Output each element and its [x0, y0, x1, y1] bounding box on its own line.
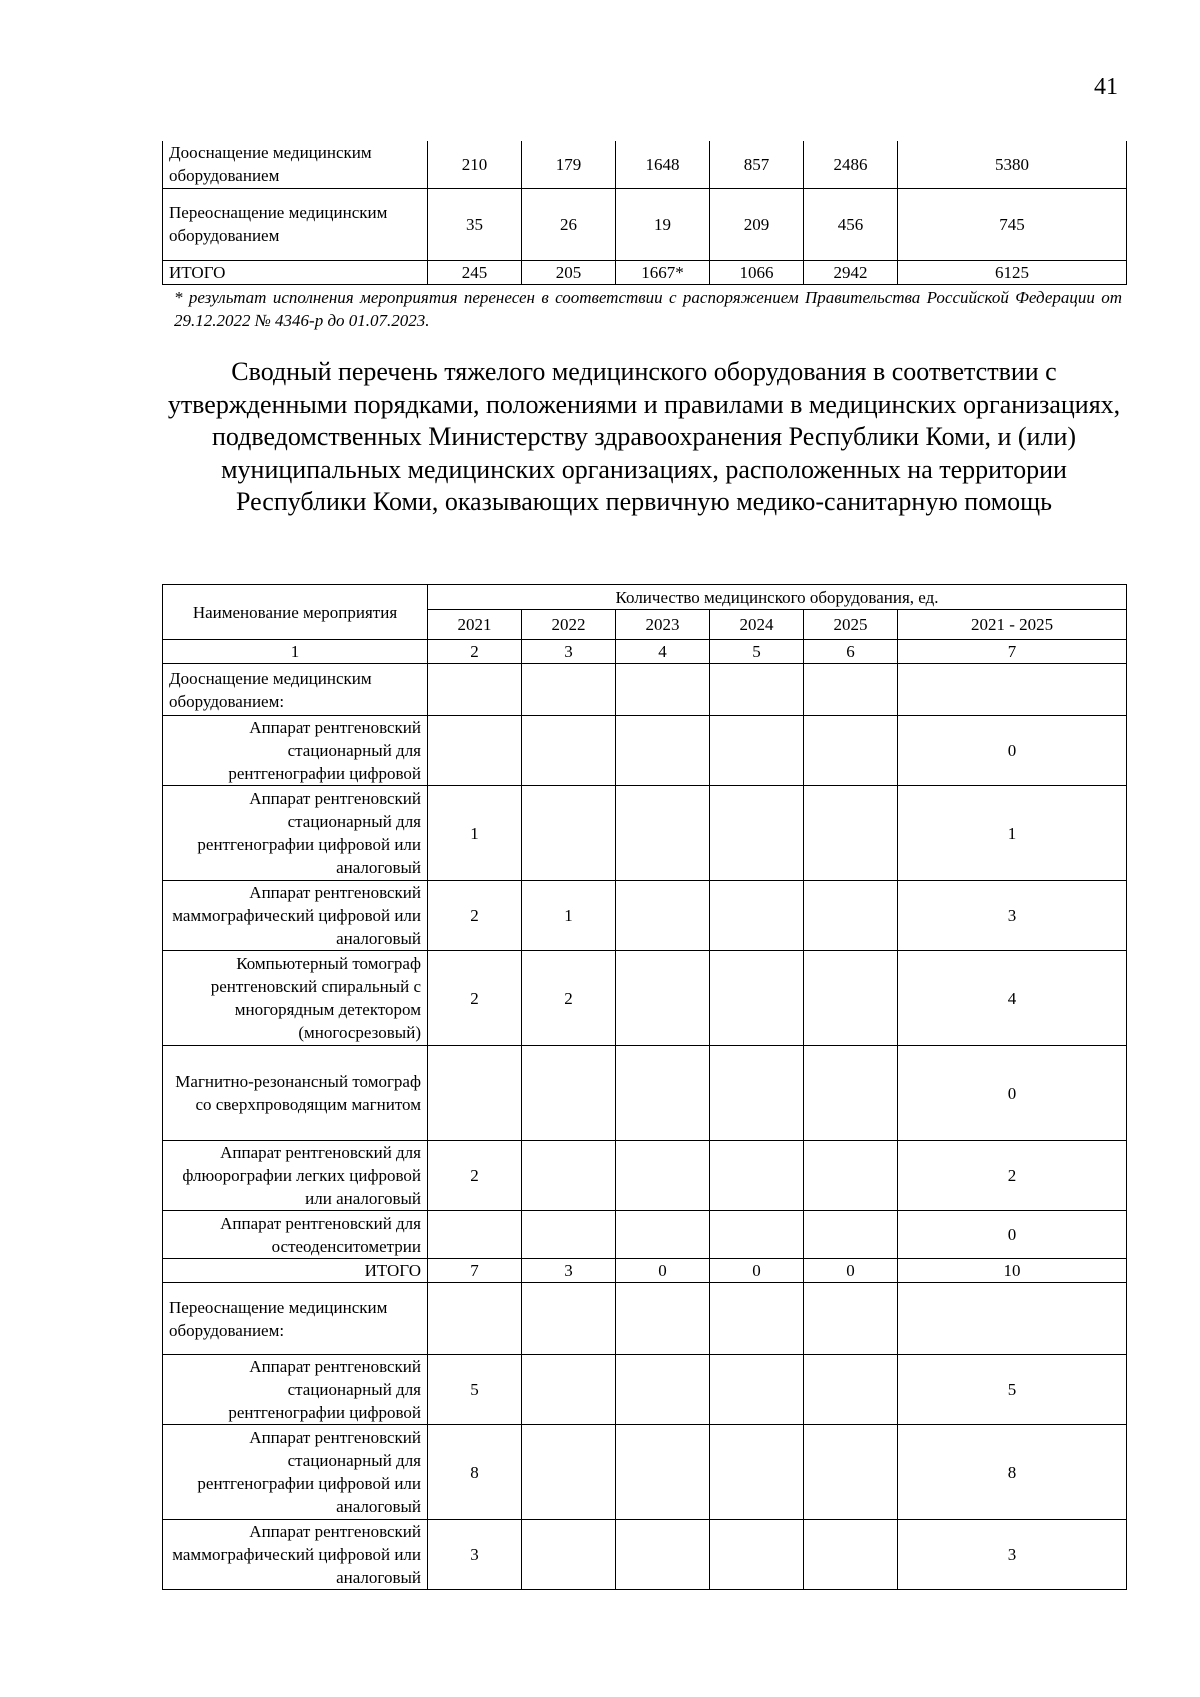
table-row: [163, 1141, 1127, 1211]
cell-2023: 19: [616, 188, 710, 260]
row-name: Дооснащение медицинским оборудованием: [163, 141, 428, 188]
cell-2025: [804, 1283, 898, 1355]
cell-2024: [710, 1520, 804, 1590]
cell-2022: [522, 1283, 616, 1355]
cell-2025: [804, 786, 898, 881]
cell-2023: 0: [616, 1259, 710, 1283]
table-row: [163, 1520, 1127, 1590]
footnote: * результат исполнения мероприятия перенесен в соответствии с распоряжением Правительства Российской Федерации от 29.12.2022 № 4346-р до 01.07.2023.: [174, 288, 1122, 330]
table-row: [163, 141, 1127, 188]
cell-2021: [428, 1283, 522, 1355]
table-row: [163, 1211, 1127, 1259]
cell-2025: [804, 1046, 898, 1141]
cell-2022: 205: [522, 260, 616, 284]
column-number: 7: [898, 640, 1127, 664]
table-row: [163, 716, 1127, 786]
cell-total: 10: [898, 1259, 1127, 1283]
cell-total: 3: [898, 881, 1127, 951]
cell-2023: [616, 716, 710, 786]
row-name: Дооснащение медицинским оборудованием:: [163, 664, 428, 716]
cell-total: 5: [898, 1355, 1127, 1425]
cell-2021: 2: [428, 881, 522, 951]
cell-2025: [804, 1211, 898, 1259]
row-name: Компьютерный томограф рентгеновский спиральный с многорядным детектором (многосрезовый): [163, 951, 428, 1046]
cell-2024: [710, 1211, 804, 1259]
table-row: [163, 188, 1127, 260]
cell-total: 8: [898, 1425, 1127, 1520]
cell-2024: [710, 1141, 804, 1211]
cell-2025: [804, 1141, 898, 1211]
row-name: Аппарат рентгеновский маммографический цифровой или аналоговый: [163, 1520, 428, 1590]
cell-2023: [616, 1046, 710, 1141]
cell-2025: [804, 1520, 898, 1590]
cell-2024: [710, 1283, 804, 1355]
cell-2024: [710, 716, 804, 786]
cell-2022: [522, 1425, 616, 1520]
cell-total: 4: [898, 951, 1127, 1046]
cell-2021: 2: [428, 1141, 522, 1211]
cell-2022: 3: [522, 1259, 616, 1283]
cell-2023: [616, 1141, 710, 1211]
column-number: 3: [522, 640, 616, 664]
cell-2021: 35: [428, 188, 522, 260]
row-name: Аппарат рентгеновский стационарный для рентгенографии цифровой или аналоговый: [163, 786, 428, 881]
cell-2023: [616, 786, 710, 881]
table-row: [163, 1425, 1127, 1520]
continued-summary-table: [162, 141, 1127, 285]
cell-2022: [522, 786, 616, 881]
cell-2024: 209: [710, 188, 804, 260]
cell-total: 3: [898, 1520, 1127, 1590]
cell-2024: [710, 786, 804, 881]
section-row: [163, 664, 1127, 716]
cell-2025: [804, 881, 898, 951]
cell-2023: [616, 1520, 710, 1590]
row-name: Переоснащение медицинским оборудованием: [163, 188, 428, 260]
cell-2025: 456: [804, 188, 898, 260]
cell-2021: [428, 1211, 522, 1259]
cell-2024: 1066: [710, 260, 804, 284]
cell-total: 1: [898, 786, 1127, 881]
cell-2022: [522, 664, 616, 716]
cell-2023: [616, 951, 710, 1046]
row-name: Аппарат рентгеновский стационарный для рентгенографии цифровой: [163, 716, 428, 786]
cell-2024: [710, 951, 804, 1046]
cell-2022: [522, 716, 616, 786]
table-row: [163, 1355, 1127, 1425]
row-name: Магнитно-резонансный томограф со сверхпроводящим магнитом: [163, 1046, 428, 1141]
cell-2023: 1648: [616, 141, 710, 188]
cell-total: 2: [898, 1141, 1127, 1211]
row-name: Аппарат рентгеновский для флюорографии легких цифровой или аналоговый: [163, 1141, 428, 1211]
cell-2025: [804, 664, 898, 716]
cell-2022: [522, 1355, 616, 1425]
total-row: [163, 1259, 1127, 1283]
cell-2021: [428, 716, 522, 786]
cell-total: 0: [898, 716, 1127, 786]
cell-2022: 2: [522, 951, 616, 1046]
cell-2024: 857: [710, 141, 804, 188]
cell-2023: [616, 1355, 710, 1425]
cell-2024: [710, 1355, 804, 1425]
cell-2024: 0: [710, 1259, 804, 1283]
cell-2021: 7: [428, 1259, 522, 1283]
page-number: 41: [1094, 74, 1118, 100]
cell-total: [898, 1283, 1127, 1355]
cell-2021: 210: [428, 141, 522, 188]
column-number: 5: [710, 640, 804, 664]
cell-2021: 1: [428, 786, 522, 881]
header-year: 2025: [804, 610, 898, 640]
row-name: Аппарат рентгеновский маммографический цифровой или аналоговый: [163, 881, 428, 951]
header-year: 2024: [710, 610, 804, 640]
cell-2022: [522, 1046, 616, 1141]
table-row: [163, 260, 1127, 284]
cell-2025: [804, 951, 898, 1046]
row-name: Аппарат рентгеновский для остеоденситометрии: [163, 1211, 428, 1259]
header-name-col: Наименование мероприятия: [163, 585, 428, 640]
row-name: ИТОГО: [163, 260, 428, 284]
column-number: 6: [804, 640, 898, 664]
header-group: Количество медицинского оборудования, ед.: [428, 585, 1127, 610]
cell-2023: 1667*: [616, 260, 710, 284]
cell-2022: [522, 1211, 616, 1259]
cell-2022: [522, 1520, 616, 1590]
cell-total: 5380: [898, 141, 1127, 188]
cell-2023: [616, 1425, 710, 1520]
cell-2022: 179: [522, 141, 616, 188]
cell-2021: 8: [428, 1425, 522, 1520]
row-name: Переоснащение медицинским оборудованием:: [163, 1283, 428, 1355]
section-row: [163, 1283, 1127, 1355]
cell-total: 0: [898, 1046, 1127, 1141]
cell-2021: 5: [428, 1355, 522, 1425]
cell-2021: [428, 664, 522, 716]
cell-2024: [710, 1425, 804, 1520]
cell-2023: [616, 881, 710, 951]
cell-2021: [428, 1046, 522, 1141]
table-row: [163, 786, 1127, 881]
table-row: [163, 951, 1127, 1046]
cell-2024: [710, 1046, 804, 1141]
row-name: Аппарат рентгеновский стационарный для рентгенографии цифровой или аналоговый: [163, 1425, 428, 1520]
header-year: 2021: [428, 610, 522, 640]
cell-2023: [616, 1283, 710, 1355]
cell-total: 0: [898, 1211, 1127, 1259]
column-number: 4: [616, 640, 710, 664]
equipment-table: [162, 584, 1127, 1590]
cell-2022: 1: [522, 881, 616, 951]
row-name: ИТОГО: [163, 1259, 428, 1283]
header-year: 2022: [522, 610, 616, 640]
cell-2025: [804, 1425, 898, 1520]
cell-2023: [616, 664, 710, 716]
cell-2024: [710, 664, 804, 716]
cell-2025: [804, 1355, 898, 1425]
table-row: [163, 881, 1127, 951]
cell-2024: [710, 881, 804, 951]
row-name: Аппарат рентгеновский стационарный для рентгенографии цифровой: [163, 1355, 428, 1425]
cell-2025: 0: [804, 1259, 898, 1283]
cell-2023: [616, 1211, 710, 1259]
cell-2021: 3: [428, 1520, 522, 1590]
cell-total: 745: [898, 188, 1127, 260]
cell-2025: [804, 716, 898, 786]
cell-total: [898, 664, 1127, 716]
cell-2025: 2942: [804, 260, 898, 284]
column-number: 2: [428, 640, 522, 664]
cell-2022: 26: [522, 188, 616, 260]
table-row: [163, 1046, 1127, 1141]
column-number: 1: [163, 640, 428, 664]
document-title: Сводный перечень тяжелого медицинского оборудования в соответствии с утвержденными порядками, положениями и правилами в медицинских организациях, подведомственных Министерству здравоохранения Республики Коми, и (или) муниципальных медицинских организациях, расположенных на территории Республики Коми, оказывающих первичную медико-санитарную помощь: [167, 357, 1121, 516]
cell-total: 6125: [898, 260, 1127, 284]
cell-2021: 2: [428, 951, 522, 1046]
header-year: 2023: [616, 610, 710, 640]
cell-2021: 245: [428, 260, 522, 284]
cell-2025: 2486: [804, 141, 898, 188]
header-total-col: 2021 - 2025: [898, 610, 1127, 640]
cell-2022: [522, 1141, 616, 1211]
